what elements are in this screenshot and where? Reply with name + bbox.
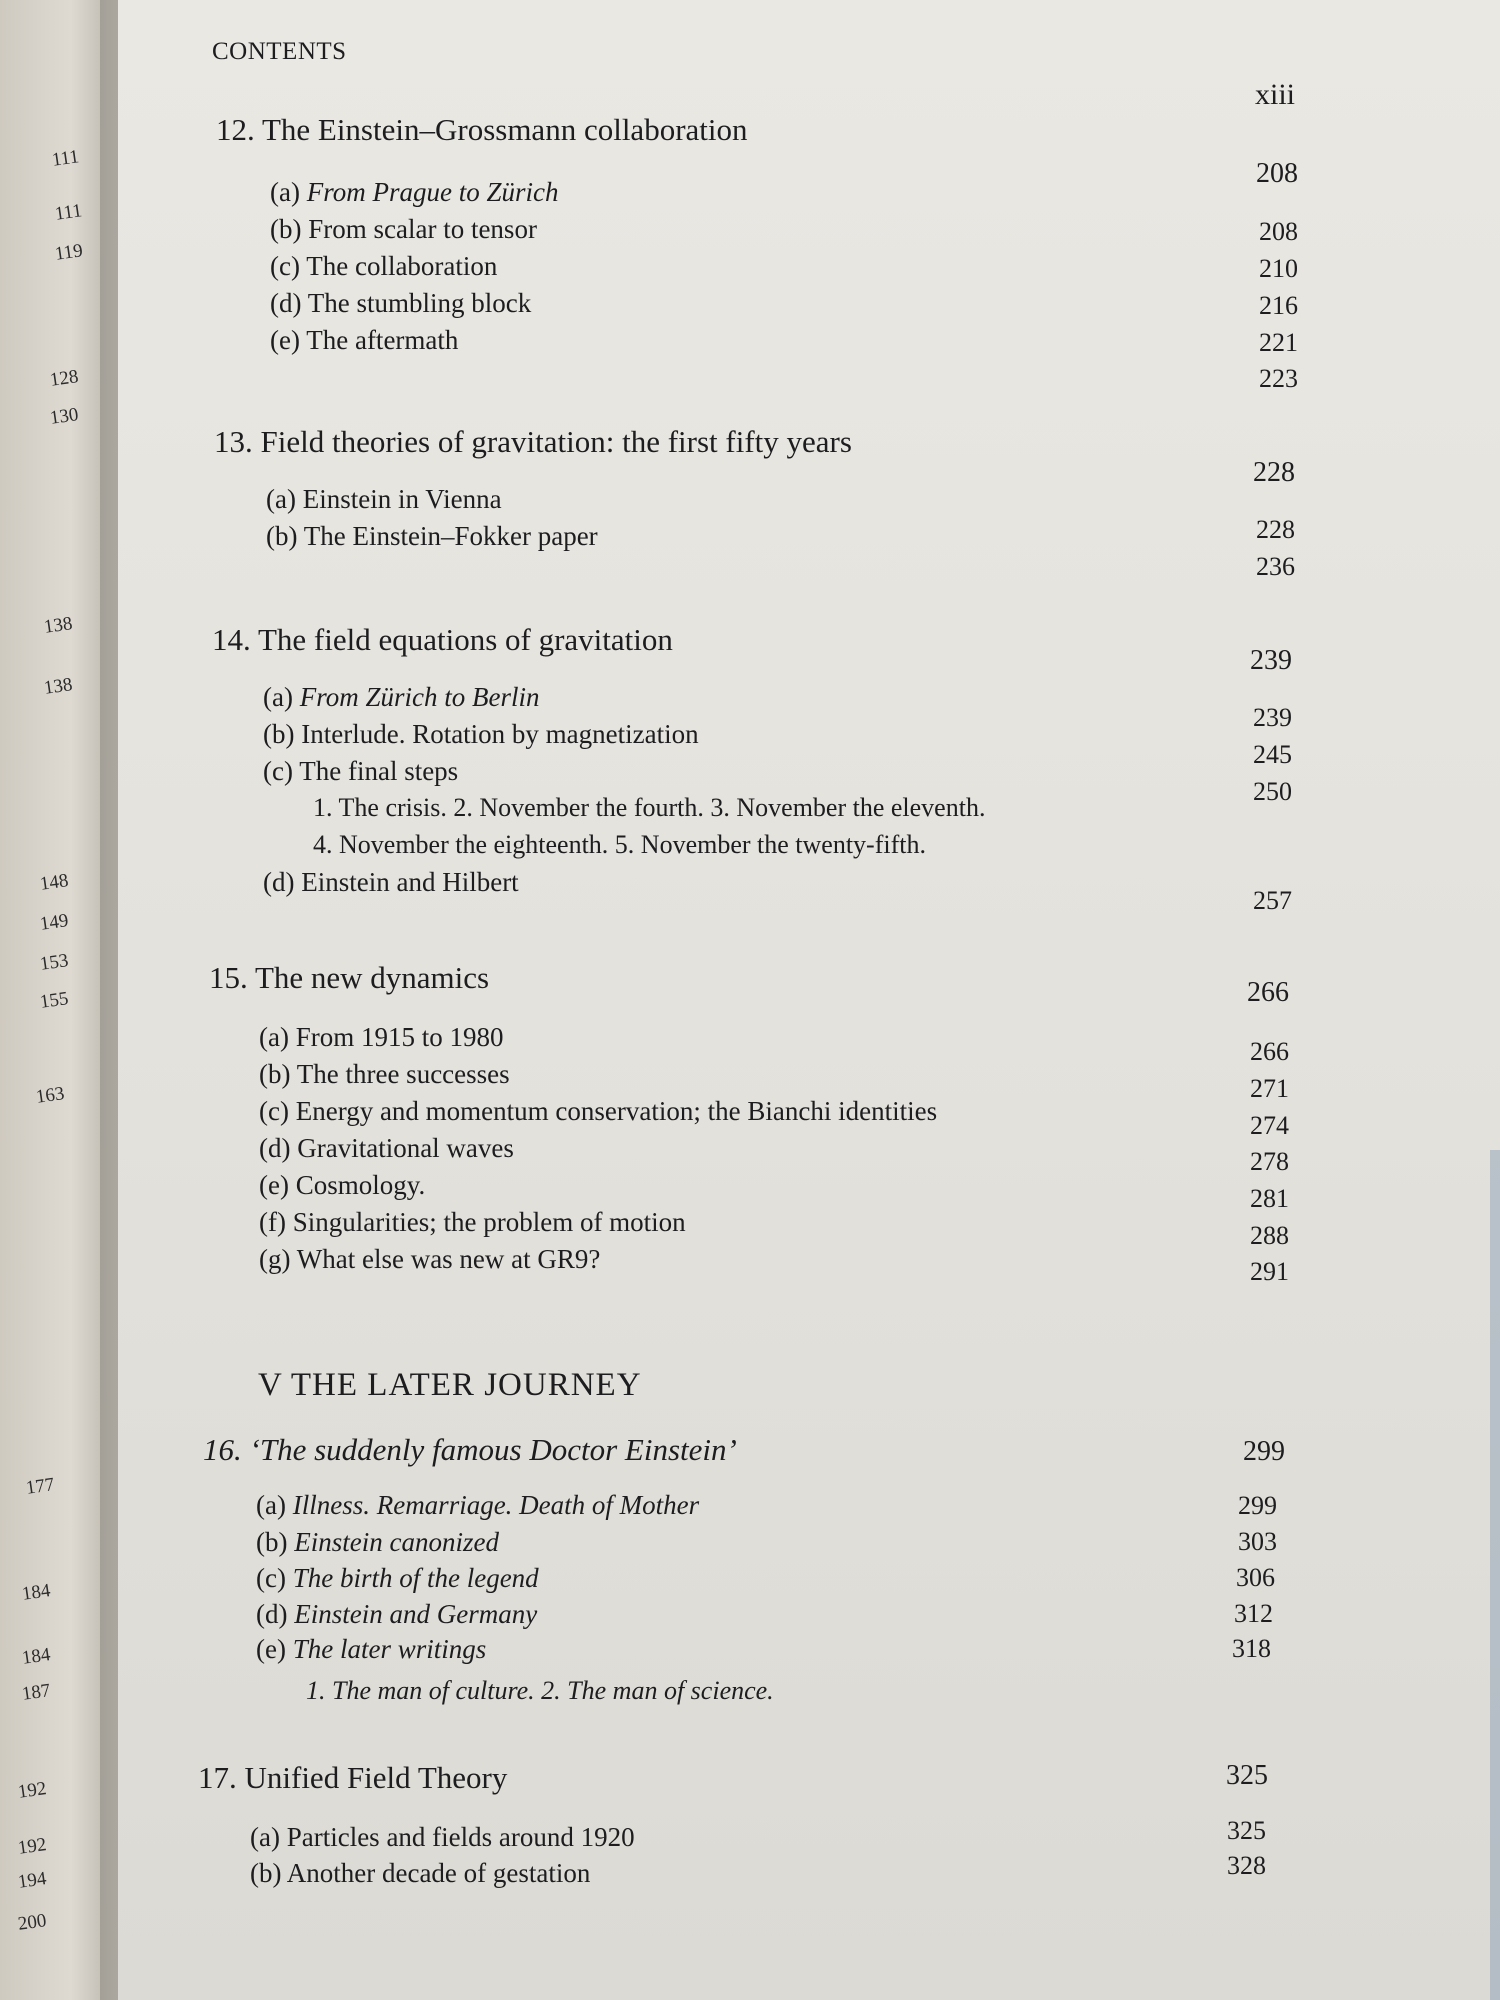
left-page-number: 200 <box>16 1910 48 1935</box>
left-page-number: 192 <box>16 1778 48 1803</box>
section-label: (a) <box>256 1490 286 1520</box>
section-label: (b) <box>263 719 295 749</box>
section-title: Cosmology. <box>295 1170 426 1200</box>
section-title: The aftermath <box>306 325 459 355</box>
section-label: (a) <box>263 682 293 712</box>
section-label: (c) <box>259 1096 289 1126</box>
left-page-number: 194 <box>16 1868 48 1893</box>
section-label: (c) <box>270 251 300 281</box>
section-title: Einstein canonized <box>294 1527 499 1557</box>
section-title: Illness. Remarriage. Death of Mother <box>292 1490 700 1520</box>
section-page: 291 <box>1250 1257 1289 1286</box>
section-title: The stumbling block <box>307 288 532 318</box>
left-page-number: 184 <box>20 1644 52 1669</box>
section-title: Singularities; the problem of motion <box>292 1207 686 1237</box>
chapter-title: 16. ‘The suddenly famous Doctor Einstein’ <box>203 1432 737 1467</box>
section-title: Gravitational waves <box>297 1133 514 1163</box>
left-page-number: 111 <box>53 200 84 225</box>
left-page-number: 192 <box>16 1834 48 1859</box>
left-page-number: 138 <box>42 674 74 699</box>
section-label: (b) <box>270 214 302 244</box>
section-label: (d) <box>259 1133 291 1163</box>
section-label: (d) <box>256 1599 288 1629</box>
section-label: (c) <box>263 756 293 786</box>
section-page: 274 <box>1250 1111 1289 1140</box>
section-title: From scalar to tensor <box>308 214 537 244</box>
chapter-page: 228 <box>1253 457 1295 488</box>
section-page: 328 <box>1227 1851 1266 1880</box>
left-page-number: 138 <box>42 613 74 638</box>
section-label: (b) <box>256 1527 288 1557</box>
section-label: (e) <box>270 325 300 355</box>
left-page-number: 187 <box>20 1680 52 1705</box>
chapter-title: 14. The field equations of gravitation <box>212 622 673 657</box>
subsection-list: 1. The crisis. 2. November the fourth. 3. November the eleventh. <box>313 793 986 822</box>
section-label: (a) <box>270 177 300 207</box>
left-page-number: 130 <box>48 404 80 429</box>
section-title: Einstein in Vienna <box>302 484 502 514</box>
section-title: Interlude. Rotation by magnetization <box>301 719 699 749</box>
section-page: 223 <box>1259 364 1298 393</box>
section-page: 318 <box>1232 1634 1271 1663</box>
section-title: The Einstein–Fokker paper <box>303 521 598 551</box>
section-title: The later writings <box>292 1634 487 1664</box>
section-title: What else was new at GR9? <box>296 1244 601 1274</box>
section-title: From 1915 to 1980 <box>295 1022 504 1052</box>
chapter-title: 17. Unified Field Theory <box>198 1760 508 1795</box>
section-page: 210 <box>1259 254 1298 283</box>
left-page-number: 153 <box>38 950 70 975</box>
chapter-page: 299 <box>1243 1436 1285 1467</box>
section-page: 312 <box>1234 1599 1273 1628</box>
left-page-number: 177 <box>24 1474 56 1499</box>
section-title: Particles and fields around 1920 <box>286 1822 635 1852</box>
chapter-page: 266 <box>1247 977 1289 1008</box>
section-label: (c) <box>256 1563 286 1593</box>
left-page-number: 184 <box>20 1580 52 1605</box>
part-heading: V THE LATER JOURNEY <box>258 1367 642 1403</box>
section-page: 288 <box>1250 1221 1289 1250</box>
section-label: (d) <box>270 288 302 318</box>
section-title: The collaboration <box>306 251 498 281</box>
section-page: 281 <box>1250 1184 1289 1213</box>
section-title: The three successes <box>296 1059 510 1089</box>
section-label: (d) <box>263 867 295 897</box>
section-page: 228 <box>1256 515 1295 544</box>
chapter-title: 15. The new dynamics <box>209 960 490 995</box>
section-page: 299 <box>1238 1491 1277 1520</box>
chapter-title: 12. The Einstein–Grossmann collaboration <box>216 112 748 147</box>
section-page: 216 <box>1259 291 1298 320</box>
section-page: 278 <box>1250 1147 1289 1176</box>
section-label: (e) <box>256 1634 286 1664</box>
section-label: (b) <box>259 1059 291 1089</box>
section-page: 250 <box>1253 777 1292 806</box>
section-label: (a) <box>259 1022 289 1052</box>
section-page: 325 <box>1227 1816 1266 1845</box>
section-page: 306 <box>1236 1563 1275 1592</box>
section-page: 245 <box>1253 740 1292 769</box>
section-title: From Prague to Zürich <box>306 177 559 207</box>
section-page: 266 <box>1250 1037 1289 1066</box>
left-page-number: 119 <box>53 240 85 265</box>
left-page-number: 111 <box>50 146 81 171</box>
section-page: 208 <box>1259 217 1298 246</box>
section-label: (e) <box>259 1170 289 1200</box>
section-title: The final steps <box>299 756 459 786</box>
section-title: The birth of the legend <box>292 1563 539 1593</box>
section-label: (g) <box>259 1244 291 1274</box>
section-label: (f) <box>259 1207 286 1237</box>
folio: xiii <box>1255 78 1296 111</box>
section-page: 221 <box>1259 328 1298 357</box>
section-title: From Zürich to Berlin <box>299 682 540 712</box>
chapter-title: 13. Field theories of gravitation: the first fifty years <box>214 424 852 459</box>
section-label: (a) <box>266 484 296 514</box>
section-label: (b) <box>250 1858 282 1888</box>
left-page-number: 163 <box>34 1083 66 1108</box>
left-page-number: 128 <box>48 366 80 391</box>
section-page: 239 <box>1253 703 1292 732</box>
section-page: 257 <box>1253 886 1292 915</box>
subsection-list: 1. The man of culture. 2. The man of science. <box>306 1676 774 1705</box>
section-title: Energy and momentum conservation; the Bianchi identities <box>295 1096 938 1126</box>
left-page-number: 149 <box>38 910 70 935</box>
section-title: Einstein and Germany <box>294 1599 538 1629</box>
section-title: Einstein and Hilbert <box>301 867 519 897</box>
section-page: 271 <box>1250 1074 1289 1103</box>
subsection-list: 4. November the eighteenth. 5. November the twenty-fifth. <box>313 830 926 859</box>
section-title: Another decade of gestation <box>286 1858 591 1888</box>
section-label: (a) <box>250 1822 280 1852</box>
chapter-page: 325 <box>1226 1760 1268 1791</box>
section-page: 236 <box>1256 552 1295 581</box>
section-label: (b) <box>266 521 298 551</box>
running-header: CONTENTS <box>212 38 347 65</box>
left-page-number: 155 <box>38 988 70 1013</box>
page-edge <box>1490 1150 1500 2000</box>
chapter-page: 208 <box>1256 158 1298 189</box>
left-page-number: 148 <box>38 870 70 895</box>
section-page: 303 <box>1238 1527 1277 1556</box>
chapter-page: 239 <box>1250 645 1292 676</box>
